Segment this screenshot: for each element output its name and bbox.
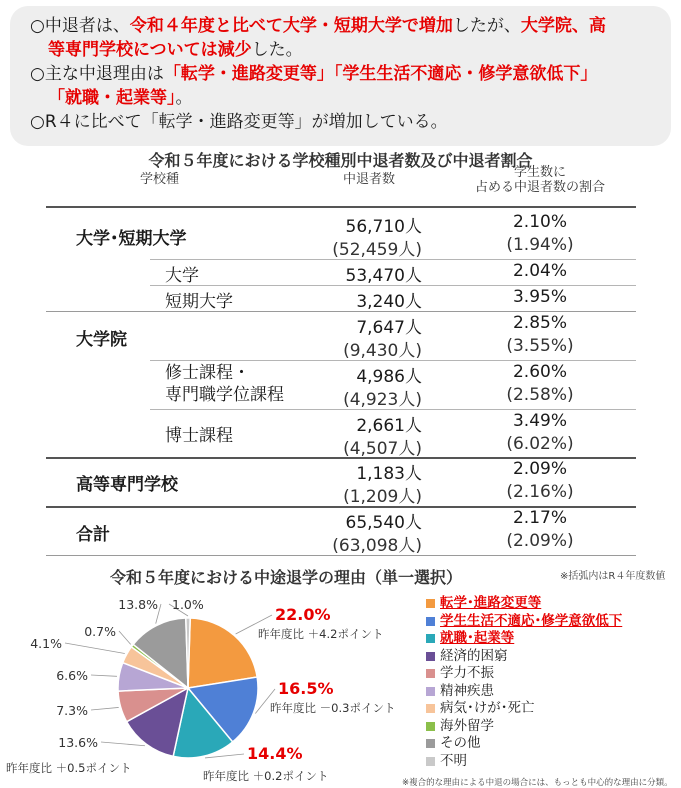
slice-label: 22.0% <box>275 605 331 624</box>
row-doctor-label: 博士課程 <box>165 426 233 446</box>
row-divider <box>150 285 636 286</box>
chart-legend <box>426 595 622 770</box>
legend-label: 精神疾患 <box>440 682 494 699</box>
slice-label: 1.0% <box>172 597 204 612</box>
leader-line <box>91 707 119 710</box>
legend-item <box>426 665 622 683</box>
slice-label: 6.6% <box>56 668 88 683</box>
legend-item <box>426 718 622 736</box>
row-grad-ratio-prev: (3.55%) <box>506 336 574 356</box>
row-univ-junior-count: 56,710人 <box>345 217 422 237</box>
legend-item <box>426 630 622 648</box>
header-school-type: 学校種 <box>140 172 180 187</box>
summary-box <box>10 6 671 146</box>
table-title: 令和５年度における学校種別中退者数及び中退者割合 <box>148 151 533 170</box>
slice-delta-label: 昨年度比 －0.3ポイント <box>270 701 396 715</box>
legend-swatch <box>426 704 435 713</box>
slice-delta-label: 昨年度比 ＋0.2ポイント <box>203 769 329 783</box>
summary-line-3: ○主な中退理由は「転学・進路変更等」「学生生活不適応・修学意欲低下」 <box>30 64 598 84</box>
leader-line <box>91 675 117 676</box>
summary-line-4: 「就職・起業等」。 <box>48 88 193 108</box>
row-divider <box>150 409 636 410</box>
header-ratio: 学生数に 占める中退者数の割合 <box>474 165 605 195</box>
leader-line <box>101 742 145 746</box>
legend-label: 病気･けが･死亡 <box>440 700 535 716</box>
row-kosen-label: 高等専門学校 <box>76 475 178 495</box>
summary-line-2: 等専門学校については減少した。 <box>48 40 303 60</box>
legend-swatch <box>426 634 435 643</box>
row-univ-label: 大学 <box>165 266 199 286</box>
row-doctor-count-prev: (4,507人) <box>343 439 422 459</box>
row-junior-label: 短期大学 <box>165 292 233 312</box>
legend-swatch <box>426 687 435 696</box>
slice-label: 13.8% <box>118 597 158 612</box>
row-divider <box>150 360 636 361</box>
row-univ-junior-ratio: 2.10% <box>512 212 567 232</box>
legend-item <box>426 753 622 771</box>
legend-item <box>426 613 622 631</box>
row-univ-junior-label: 大学･短期大学 <box>76 229 187 249</box>
slice-delta-label: 昨年度比 ＋4.2ポイント <box>258 627 384 641</box>
row-kosen-ratio: 2.09% <box>512 459 567 479</box>
table-note: ※括弧内はR４年度数値 <box>560 571 666 582</box>
slice-label: 7.3% <box>56 703 88 718</box>
legend-item <box>426 683 622 701</box>
row-master-ratio: 2.60% <box>512 362 567 382</box>
row-master-label: 修士課程・ 専門職学位課程 <box>165 363 284 405</box>
legend-label: 就職･起業等 <box>440 630 515 646</box>
row-grad-count: 7,647人 <box>356 318 422 338</box>
slice-label: 13.6% <box>58 735 98 750</box>
slice-delta-label: 昨年度比 ＋0.5ポイント <box>6 761 132 775</box>
row-master-count: 4,986人 <box>356 367 422 387</box>
row-total-count-prev: (63,098人) <box>332 536 422 556</box>
row-doctor-ratio-prev: (6.02%) <box>506 434 574 454</box>
slice-label: 0.7% <box>84 624 116 639</box>
row-univ-junior-ratio-prev: (1.94%) <box>506 235 574 255</box>
summary-line-5: ○R４に比べて「転学・進路変更等」が増加している。 <box>30 112 448 132</box>
legend-swatch <box>426 652 435 661</box>
slice-label: 14.4% <box>247 744 303 763</box>
row-kosen-count: 1,183人 <box>356 464 422 484</box>
table-header-divider <box>46 206 636 208</box>
legend-label: その他 <box>440 735 481 751</box>
legend-swatch <box>426 617 435 626</box>
row-master-count-prev: (4,923人) <box>343 390 422 410</box>
row-grad-label: 大学院 <box>76 330 127 350</box>
legend-swatch <box>426 739 435 748</box>
legend-label: 経済的困窮 <box>440 647 508 664</box>
chart-title: 令和５年度における中途退学の理由（単一選択） <box>110 568 463 587</box>
legend-label: 海外留学 <box>440 717 494 734</box>
slice-label: 16.5% <box>278 679 334 698</box>
row-univ-junior-count-prev: (52,459人) <box>332 240 422 260</box>
legend-label: 学生生活不適応･修学意欲低下 <box>440 612 623 629</box>
legend-item <box>426 735 622 753</box>
legend-item <box>426 648 622 666</box>
row-divider <box>46 311 636 312</box>
slice-label: 4.1% <box>30 636 62 651</box>
leader-line <box>65 643 125 654</box>
pie-chart <box>0 590 426 788</box>
row-doctor-count: 2,661人 <box>356 416 422 436</box>
leader-line <box>119 631 131 644</box>
legend-swatch <box>426 669 435 678</box>
row-total-ratio: 2.17% <box>512 508 567 528</box>
legend-item <box>426 700 622 718</box>
legend-label: 学力不振 <box>440 665 494 681</box>
row-kosen-count-prev: (1,209人) <box>343 487 422 507</box>
summary-line-1: ○中退者は、令和４年度と比べて大学・短期大学で増加したが、大学院、高 <box>30 16 606 36</box>
legend-item <box>426 595 622 613</box>
header-dropout-count: 中退者数 <box>343 172 396 187</box>
row-univ-count: 53,470人 <box>345 266 422 286</box>
legend-swatch <box>426 599 435 608</box>
row-junior-count: 3,240人 <box>356 292 422 312</box>
row-total-label: 合計 <box>76 525 110 545</box>
legend-swatch <box>426 722 435 731</box>
row-grad-ratio: 2.85% <box>512 313 567 333</box>
row-doctor-ratio: 3.49% <box>512 411 567 431</box>
row-total-ratio-prev: (2.09%) <box>506 531 574 551</box>
row-master-ratio-prev: (2.58%) <box>506 385 574 405</box>
footnote: ※複合的な理由による中退の場合には、もっとも中心的な理由に分類。 <box>402 778 673 788</box>
row-grad-count-prev: (9,430人) <box>343 341 422 361</box>
row-univ-ratio: 2.04% <box>512 261 567 281</box>
legend-swatch <box>426 757 435 766</box>
row-kosen-ratio-prev: (2.16%) <box>506 482 574 502</box>
legend-label: 転学･進路変更等 <box>440 595 542 611</box>
row-total-count: 65,540人 <box>345 513 422 533</box>
table-bottom-border <box>46 555 636 556</box>
legend-label: 不明 <box>440 752 467 769</box>
row-junior-ratio: 3.95% <box>512 287 567 307</box>
row-divider <box>150 259 636 260</box>
